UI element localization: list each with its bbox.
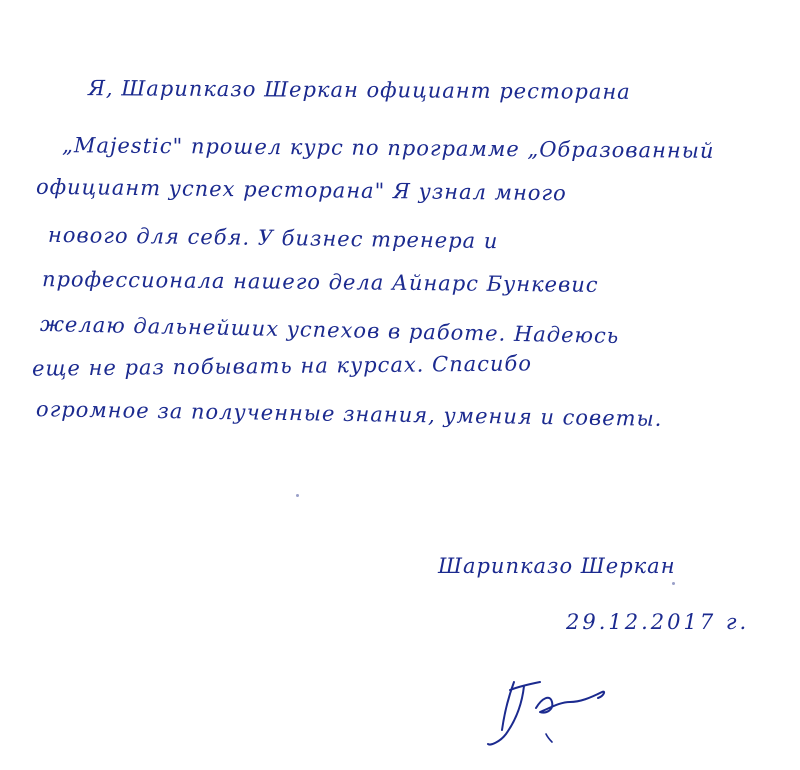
paper-speck (296, 494, 299, 497)
handwritten-signature (480, 668, 620, 748)
document-date: 29.12.2017 г. (566, 610, 750, 634)
letter-line: „Majestic" прошел курс по программе „Образованный (61, 133, 715, 163)
letter-line: профессионала нашего дела Айнарс Бункевис (41, 267, 599, 297)
paper-speck (672, 582, 675, 585)
letter-line: огромное за полученные знания, умения и советы. (35, 397, 663, 431)
letter-line: официант успех ресторана" Я узнал много (35, 174, 567, 206)
signer-name: Шарипказо Шеркан (438, 554, 676, 578)
letter-line: нового для себя. У бизнес тренера и (47, 222, 499, 254)
letter-line: еще не раз побывать на курсах. Спасибо (31, 351, 533, 381)
letter-line: желаю дальнейших успехов в работе. Надеюсь (39, 311, 620, 349)
letter-line: Я, Шарипказо Шеркан официант ресторана (87, 76, 631, 104)
